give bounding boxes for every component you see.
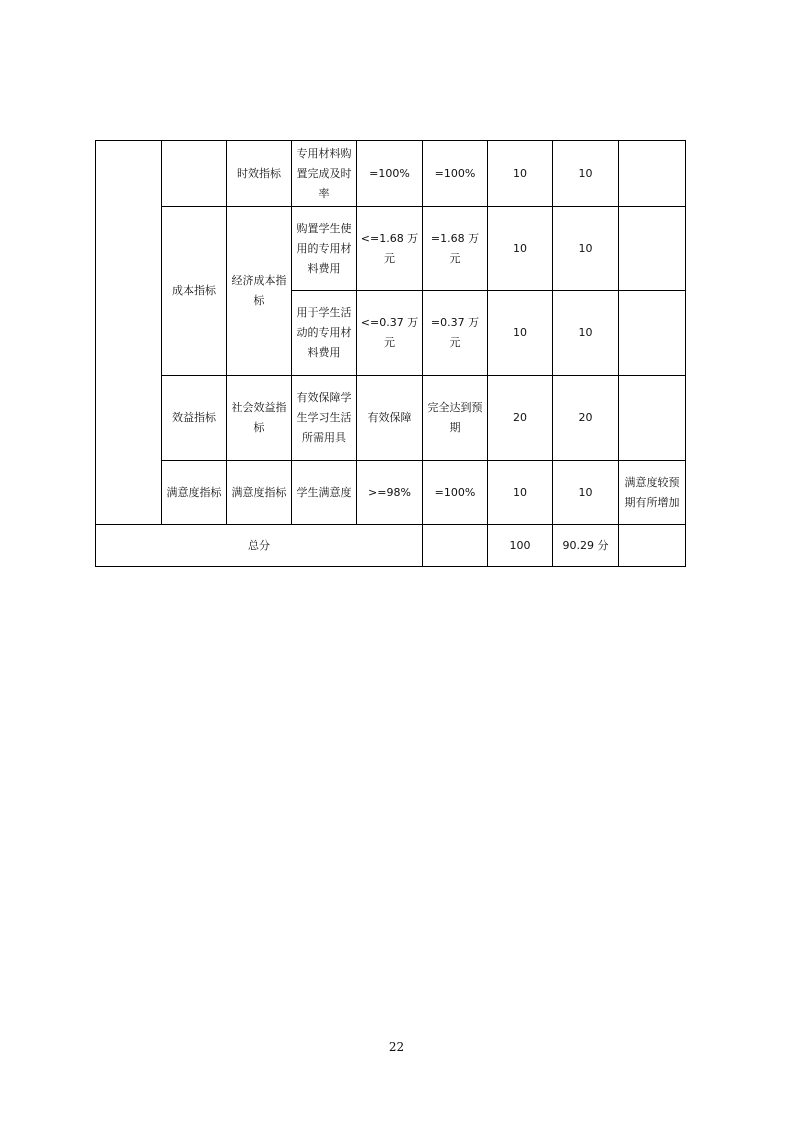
weight-cell: 10 xyxy=(488,461,553,525)
first-level-indicator-cell: 效益指标 xyxy=(162,376,227,461)
total-remark-cell xyxy=(619,525,686,567)
first-level-indicator-cell: 成本指标 xyxy=(162,207,227,376)
actual-value-cell: =100% xyxy=(423,141,488,207)
target-value-cell: <=0.37 万元 xyxy=(357,291,423,376)
table-row xyxy=(96,376,686,461)
total-actual-cell xyxy=(423,525,488,567)
weight-cell: 20 xyxy=(488,376,553,461)
actual-value-cell: 完全达到预期 xyxy=(423,376,488,461)
target-value-cell: >=98% xyxy=(357,461,423,525)
performance-indicator-table xyxy=(95,140,686,567)
remark-cell xyxy=(619,207,686,291)
actual-value-cell: =1.68 万元 xyxy=(423,207,488,291)
target-value-cell: <=1.68 万元 xyxy=(357,207,423,291)
third-level-indicator-cell: 有效保障学生学习生活所需用具 xyxy=(292,376,357,461)
score-cell: 10 xyxy=(553,207,619,291)
table-row xyxy=(96,141,686,207)
second-level-indicator-cell: 社会效益指标 xyxy=(227,376,292,461)
actual-value-cell: =0.37 万元 xyxy=(423,291,488,376)
weight-cell: 10 xyxy=(488,291,553,376)
first-level-indicator-cell xyxy=(162,141,227,207)
actual-value-cell: =100% xyxy=(423,461,488,525)
remark-cell xyxy=(619,141,686,207)
total-row xyxy=(96,525,686,567)
score-cell: 10 xyxy=(553,461,619,525)
total-label-cell: 总分 xyxy=(96,525,423,567)
score-cell: 10 xyxy=(553,291,619,376)
third-level-indicator-cell: 专用材料购置完成及时率 xyxy=(292,141,357,207)
third-level-indicator-cell: 购置学生使用的专用材料费用 xyxy=(292,207,357,291)
second-level-indicator-cell: 经济成本指标 xyxy=(227,207,292,376)
target-value-cell: 有效保障 xyxy=(357,376,423,461)
weight-cell: 10 xyxy=(488,141,553,207)
second-level-indicator-cell: 满意度指标 xyxy=(227,461,292,525)
score-cell: 10 xyxy=(553,141,619,207)
first-level-indicator-cell: 满意度指标 xyxy=(162,461,227,525)
remark-cell xyxy=(619,291,686,376)
remark-cell xyxy=(619,376,686,461)
weight-cell: 10 xyxy=(488,207,553,291)
total-score-cell: 90.29 分 xyxy=(553,525,619,567)
score-cell: 20 xyxy=(553,376,619,461)
second-level-indicator-cell: 时效指标 xyxy=(227,141,292,207)
third-level-indicator-cell: 用于学生活动的专用材料费用 xyxy=(292,291,357,376)
third-level-indicator-cell: 学生满意度 xyxy=(292,461,357,525)
table-row xyxy=(96,461,686,525)
page-number: 22 xyxy=(388,1040,405,1054)
table-cell xyxy=(96,141,162,525)
target-value-cell: =100% xyxy=(357,141,423,207)
table-row xyxy=(96,207,686,291)
total-weight-cell: 100 xyxy=(488,525,553,567)
remark-cell: 满意度较预期有所增加 xyxy=(619,461,686,525)
